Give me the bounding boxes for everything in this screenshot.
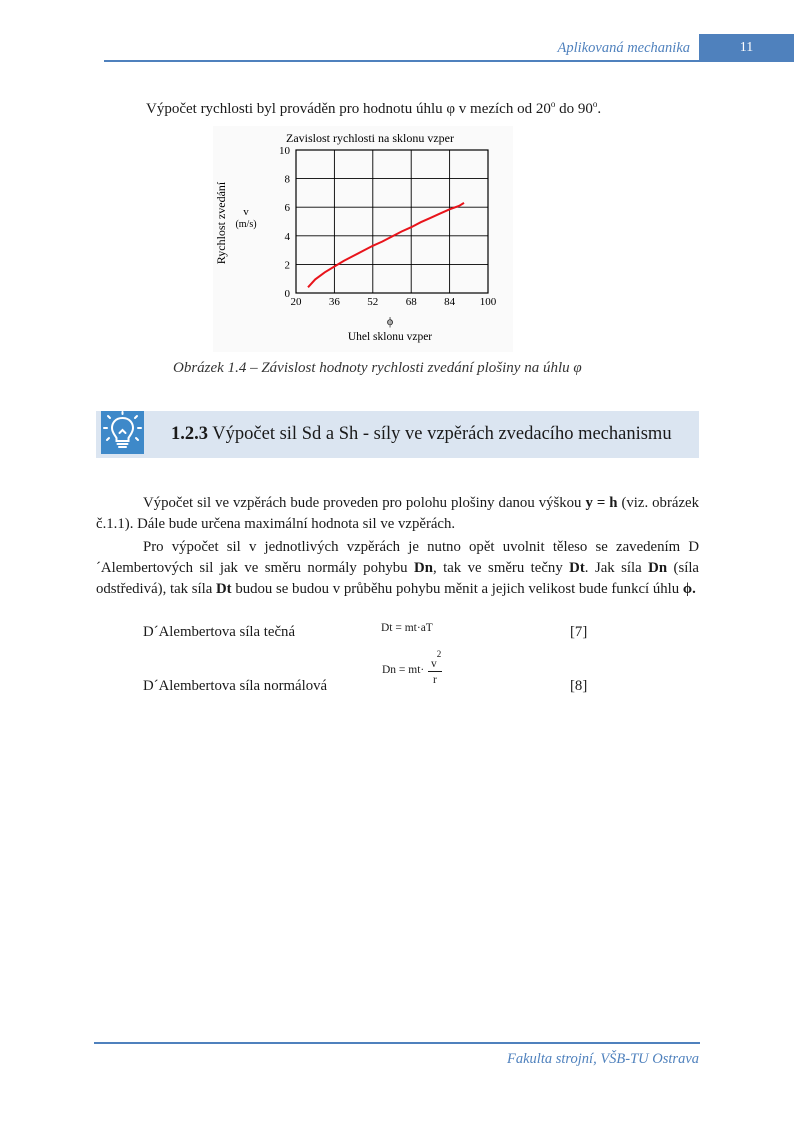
- header-rule: [104, 60, 699, 62]
- x-tick-label: 20: [290, 296, 302, 308]
- paragraph-1: Výpočet sil ve vzpěrách bude proveden pro polohu plošiny danou výškou y = h (viz. obrázek č.1.1). Dále bude určena maximální hodnota sil ve vzpěrách.: [96, 495, 699, 532]
- equation-7-formula: Dt = mt·aT: [381, 622, 433, 634]
- equation-7-number: [7]: [570, 624, 588, 640]
- chart-figure: [213, 126, 513, 352]
- equation-8-fraction-bar: [428, 671, 442, 672]
- x-axis-label: Uhel sklonu vzper: [347, 331, 433, 343]
- y-tick-label: 10: [279, 145, 290, 157]
- figure-caption: Obrázek 1.4 – Závislost hodnoty rychlosti zvedání plošiny na úhlu φ: [173, 360, 582, 376]
- speed-chart: [213, 126, 513, 352]
- y-tick-labels: [279, 145, 291, 300]
- y-tick-label: 2: [284, 259, 290, 272]
- y-axis-label: Rychlost zvedání: [214, 181, 228, 265]
- y-tick-label: 4: [284, 230, 290, 243]
- header-title: Aplikovaná mechanika: [557, 40, 690, 56]
- y-tick-label: 0: [284, 288, 290, 300]
- page-number: 11: [699, 34, 794, 62]
- section-title: 1.2.3 Výpočet sil Sd a Sh - síly ve vzpěrách zvedacího mechanismu: [171, 424, 672, 444]
- series-line: [308, 203, 464, 287]
- chart-title: Zavislost rychlosti na sklonu vzper: [286, 131, 454, 145]
- equation-8-numerator: $v^2$: [431, 649, 442, 670]
- x-tick-label: 84: [444, 296, 456, 308]
- y-tick-label: 6: [284, 202, 290, 215]
- equation-8-label: D´Alembertova síla normálová: [143, 678, 328, 694]
- intro-text: Výpočet rychlosti byl prováděn pro hodnotu úhlu φ v mezích od 20$^o$ do 90$^o$.: [146, 99, 602, 117]
- lightbulb-icon: [101, 411, 144, 454]
- footer-text: Fakulta strojní, VŠB-TU Ostrava: [507, 1051, 699, 1067]
- equation-7-label: D´Alembertova síla tečná: [143, 624, 296, 640]
- x-tick-labels: [291, 296, 497, 308]
- footer-rule: [94, 1042, 700, 1044]
- equation-8-denominator: r: [433, 674, 437, 686]
- equation-8-lhs: Dn = mt·: [382, 664, 425, 676]
- y-tick-label: 8: [284, 173, 290, 186]
- x-tick-label: 52: [367, 296, 379, 308]
- y-axis-unit: (m/s): [235, 219, 257, 230]
- x-axis-symbol: ϕ: [386, 314, 394, 328]
- x-tick-label: 100: [479, 296, 497, 308]
- y-axis-symbol: v: [243, 206, 249, 218]
- x-tick-label: 68: [405, 296, 417, 308]
- paragraph-2: Pro výpočet sil v jednotlivých vzpěrách je nutno opět uvolnit těleso se zavedením D´Alembertových sil jak ve směru normály pohybu Dn, tak ve směru tečny Dt. Jak síla Dn (síla odstředivá), tak síla Dt budou se budou v průběhu pohybu měnit a jejich velikost bude funkcí úhlu ϕ.: [96, 539, 699, 597]
- equation-8-number: [8]: [570, 678, 588, 694]
- x-tick-label: 36: [328, 296, 340, 308]
